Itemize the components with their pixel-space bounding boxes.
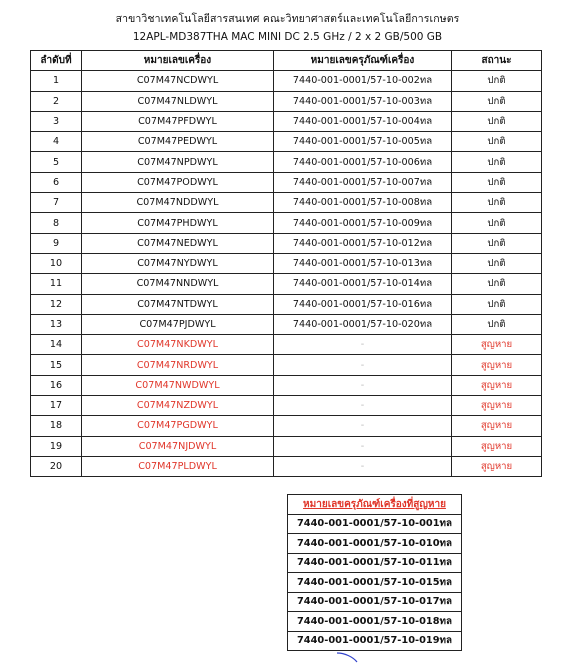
row-number: 18 xyxy=(31,416,82,436)
row-serial: C07M47PLDWYL xyxy=(82,456,274,476)
document-title: สาขาวิชาเทคโนโลยีสารสนเทศ คณะวิทยาศาสตร์และเทคโนโลยีการเกษตร xyxy=(115,13,460,25)
row-asset-number: - xyxy=(274,456,452,476)
row-status: ปกติ xyxy=(452,274,542,294)
row-number: 3 xyxy=(31,111,82,131)
row-serial: C07M47NTDWYL xyxy=(82,294,274,314)
pen-stroke-icon xyxy=(335,651,365,663)
row-status: สูญหาย xyxy=(452,355,542,375)
row-number: 9 xyxy=(31,233,82,253)
row-serial: C07M47NDDWYL xyxy=(82,193,274,213)
row-status: สูญหาย xyxy=(452,416,542,436)
lost-asset-number: 7440-001-0001/57-10-015ทล xyxy=(288,573,462,593)
lost-asset-number: 7440-001-0001/57-10-017ทล xyxy=(288,592,462,612)
row-status: สูญหาย xyxy=(452,456,542,476)
row-number: 19 xyxy=(31,436,82,456)
table-row xyxy=(31,71,542,91)
row-asset-number: - xyxy=(274,436,452,456)
lost-table-row xyxy=(288,631,462,651)
row-status: ปกติ xyxy=(452,314,542,334)
row-asset-number: 7440-001-0001/57-10-003ทล xyxy=(274,91,452,111)
row-number: 10 xyxy=(31,253,82,273)
row-status: ปกติ xyxy=(452,152,542,172)
lost-table-row xyxy=(288,612,462,632)
row-serial: C07M47NJDWYL xyxy=(82,436,274,456)
table-row xyxy=(31,253,542,273)
row-status: สูญหาย xyxy=(452,436,542,456)
row-serial: C07M47PODWYL xyxy=(82,172,274,192)
row-status: ปกติ xyxy=(452,91,542,111)
row-asset-number: - xyxy=(274,396,452,416)
row-status: ปกติ xyxy=(452,213,542,233)
row-number: 15 xyxy=(31,355,82,375)
table-row xyxy=(31,111,542,131)
table-header-row xyxy=(31,51,542,71)
table-row xyxy=(31,172,542,192)
lost-asset-number: 7440-001-0001/57-10-010ทล xyxy=(288,534,462,554)
row-number: 13 xyxy=(31,314,82,334)
row-asset-number: - xyxy=(274,355,452,375)
lost-table-row xyxy=(288,514,462,534)
row-status: สูญหาย xyxy=(452,335,542,355)
col-header-serial: หมายเลขเครื่อง xyxy=(82,51,274,71)
table-row xyxy=(31,436,542,456)
table-row xyxy=(31,132,542,152)
row-serial: C07M47NNDWYL xyxy=(82,274,274,294)
table-row xyxy=(31,456,542,476)
row-number: 17 xyxy=(31,396,82,416)
equipment-table xyxy=(30,50,542,477)
row-serial: C07M47NPDWYL xyxy=(82,152,274,172)
lost-table-body xyxy=(288,514,462,651)
row-number: 11 xyxy=(31,274,82,294)
row-asset-number: 7440-001-0001/57-10-013ทล xyxy=(274,253,452,273)
table-row xyxy=(31,314,542,334)
row-serial: C07M47NWDWYL xyxy=(82,375,274,395)
row-serial: C07M47PJDWYL xyxy=(82,314,274,334)
row-status: สูญหาย xyxy=(452,375,542,395)
lost-table-row xyxy=(288,534,462,554)
lost-asset-number: 7440-001-0001/57-10-011ทล xyxy=(288,553,462,573)
row-status: ปกติ xyxy=(452,132,542,152)
row-serial: C07M47PFDWYL xyxy=(82,111,274,131)
table-row xyxy=(31,193,542,213)
lost-asset-number: 7440-001-0001/57-10-001ทล xyxy=(288,514,462,534)
row-status: ปกติ xyxy=(452,111,542,131)
row-number: 8 xyxy=(31,213,82,233)
row-serial: C07M47PHDWYL xyxy=(82,213,274,233)
lost-table-row xyxy=(288,553,462,573)
row-number: 16 xyxy=(31,375,82,395)
document-subtitle: 12APL-MD387THA MAC MINI DC 2.5 GHz / 2 x 2 GB/500 GB xyxy=(132,31,443,43)
table-row xyxy=(31,91,542,111)
row-asset-number: 7440-001-0001/57-10-020ทล xyxy=(274,314,452,334)
col-header-asset: หมายเลขครุภัณฑ์เครื่อง xyxy=(274,51,452,71)
lost-assets-table xyxy=(287,494,462,651)
row-serial: C07M47NEDWYL xyxy=(82,233,274,253)
row-asset-number: 7440-001-0001/57-10-009ทล xyxy=(274,213,452,233)
row-asset-number: 7440-001-0001/57-10-012ทล xyxy=(274,233,452,253)
row-status: ปกติ xyxy=(452,172,542,192)
row-number: 14 xyxy=(31,335,82,355)
row-number: 1 xyxy=(31,71,82,91)
row-status: ปกติ xyxy=(452,253,542,273)
table-row xyxy=(31,233,542,253)
lost-table-header-row xyxy=(288,495,462,515)
lost-table-header: หมายเลขครุภัณฑ์เครื่องที่สูญหาย xyxy=(288,495,462,515)
row-number: 6 xyxy=(31,172,82,192)
row-serial: C07M47NRDWYL xyxy=(82,355,274,375)
lost-asset-number: 7440-001-0001/57-10-019ทล xyxy=(288,631,462,651)
table-row xyxy=(31,294,542,314)
col-header-number: ลำดับที่ xyxy=(31,51,82,71)
row-asset-number: 7440-001-0001/57-10-005ทล xyxy=(274,132,452,152)
equipment-table-body xyxy=(31,71,542,477)
row-asset-number: 7440-001-0001/57-10-007ทล xyxy=(274,172,452,192)
lost-asset-number: 7440-001-0001/57-10-018ทล xyxy=(288,612,462,632)
row-status: ปกติ xyxy=(452,71,542,91)
table-row xyxy=(31,416,542,436)
row-asset-number: 7440-001-0001/57-10-016ทล xyxy=(274,294,452,314)
row-serial: C07M47PEDWYL xyxy=(82,132,274,152)
table-row xyxy=(31,274,542,294)
table-row xyxy=(31,213,542,233)
row-serial: C07M47PGDWYL xyxy=(82,416,274,436)
row-status: สูญหาย xyxy=(452,396,542,416)
row-number: 7 xyxy=(31,193,82,213)
table-row xyxy=(31,335,542,355)
row-serial: C07M47NYDWYL xyxy=(82,253,274,273)
row-asset-number: 7440-001-0001/57-10-008ทล xyxy=(274,193,452,213)
lost-table-row xyxy=(288,573,462,593)
row-number: 20 xyxy=(31,456,82,476)
row-number: 12 xyxy=(31,294,82,314)
row-serial: C07M47NZDWYL xyxy=(82,396,274,416)
col-header-status: สถานะ xyxy=(452,51,542,71)
row-serial: C07M47NCDWYL xyxy=(82,71,274,91)
row-serial: C07M47NLDWYL xyxy=(82,91,274,111)
table-row xyxy=(31,152,542,172)
row-asset-number: - xyxy=(274,416,452,436)
row-number: 2 xyxy=(31,91,82,111)
table-row xyxy=(31,375,542,395)
row-status: ปกติ xyxy=(452,294,542,314)
row-asset-number: 7440-001-0001/57-10-006ทล xyxy=(274,152,452,172)
row-asset-number: - xyxy=(274,375,452,395)
table-row xyxy=(31,396,542,416)
row-status: ปกติ xyxy=(452,233,542,253)
row-status: ปกติ xyxy=(452,193,542,213)
row-asset-number: 7440-001-0001/57-10-004ทล xyxy=(274,111,452,131)
row-serial: C07M47NKDWYL xyxy=(82,335,274,355)
lost-table-row xyxy=(288,592,462,612)
table-row xyxy=(31,355,542,375)
row-asset-number: 7440-001-0001/57-10-014ทล xyxy=(274,274,452,294)
row-asset-number: 7440-001-0001/57-10-002ทล xyxy=(274,71,452,91)
row-number: 4 xyxy=(31,132,82,152)
row-asset-number: - xyxy=(274,335,452,355)
row-number: 5 xyxy=(31,152,82,172)
